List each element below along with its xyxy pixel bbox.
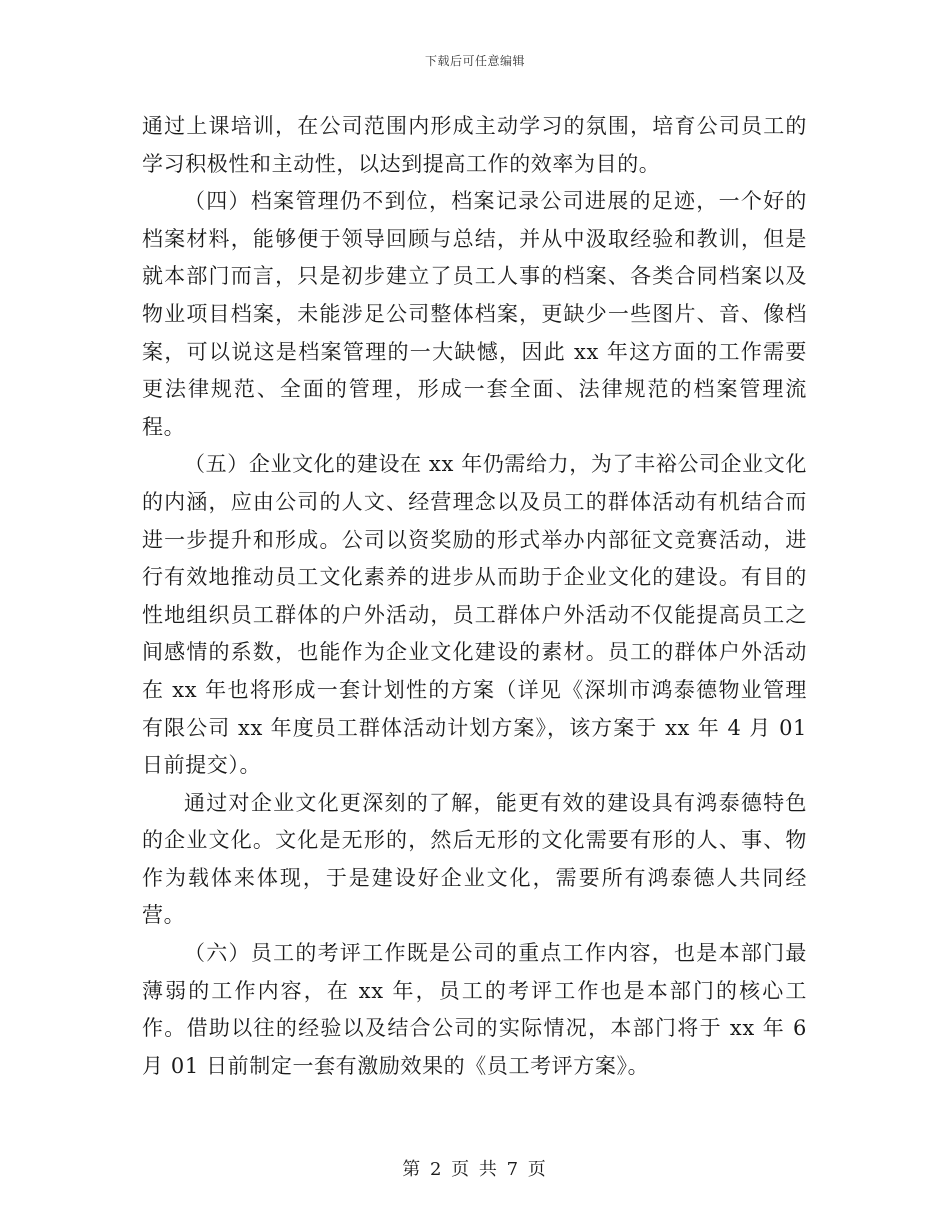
document-body (142, 108, 807, 1085)
paragraph-corporate-culture: （五）企业文化的建设在 xx 年仍需给力，为了丰裕公司企业文化的内涵，应由公司的人文、经营理念以及员工的群体活动有机结合而进一步提升和形成。公司以资奖励的形式举办内部征文竞赛活动，进行有效地推动员工文化素养的进步从而助于企业文化的建设。有目的性地组织员工群体的户外活动，员工群体户外活动不仅能提高员工之间感情的系数，也能作为企业文化建设的素材。员工的群体户外活动在 xx 年也将形成一套计划性的方案（详见《深圳市鸿泰德物业管理有限公司 xx 年度员工群体活动计划方案》，该方案于 xx 年 4 月 01 日前提交）。 (142, 452, 807, 778)
page-number: 第 2 页 共 7 页 (402, 1159, 548, 1180)
paragraph-archive-management: （四）档案管理仍不到位，档案记录公司进展的足迹，一个好的档案材料，能够便于领导回顾与总结，并从中汲取经验和教训，但是就本部门而言，只是初步建立了员工人事的档案、各类合同档案以及物业项目档案，未能涉足公司整体档案，更缺少一些图片、音、像档案，可以说这是档案管理的一大缺憾，因此 xx 年这方面的工作需要更法律规范、全面的管理，形成一套全面、法律规范的档案管理流程。 (142, 189, 807, 439)
paragraph-culture-understanding: 通过对企业文化更深刻的了解，能更有效的建设具有鸿泰德特色的企业文化。文化是无形的，然后无形的文化需要有形的人、事、物作为载体来体现，于是建设好企业文化，需要所有鸿泰德人共同经营。 (142, 790, 807, 928)
paragraph-employee-evaluation: （六）员工的考评工作既是公司的重点工作内容，也是本部门最薄弱的工作内容，在 xx 年，员工的考评工作也是本部门的核心工作。借助以往的经验以及结合公司的实际情况，本部门将于 xx 年 6 月 01 日前制定一套有激励效果的《员工考评方案》。 (142, 941, 807, 1078)
header-note: 下载后可任意编辑 (424, 54, 525, 68)
paragraph-training-continuation: 通过上课培训，在公司范围内形成主动学习的氛围，培育公司员工的学习积极性和主动性，以达到提高工作的效率为目的。 (142, 114, 807, 176)
